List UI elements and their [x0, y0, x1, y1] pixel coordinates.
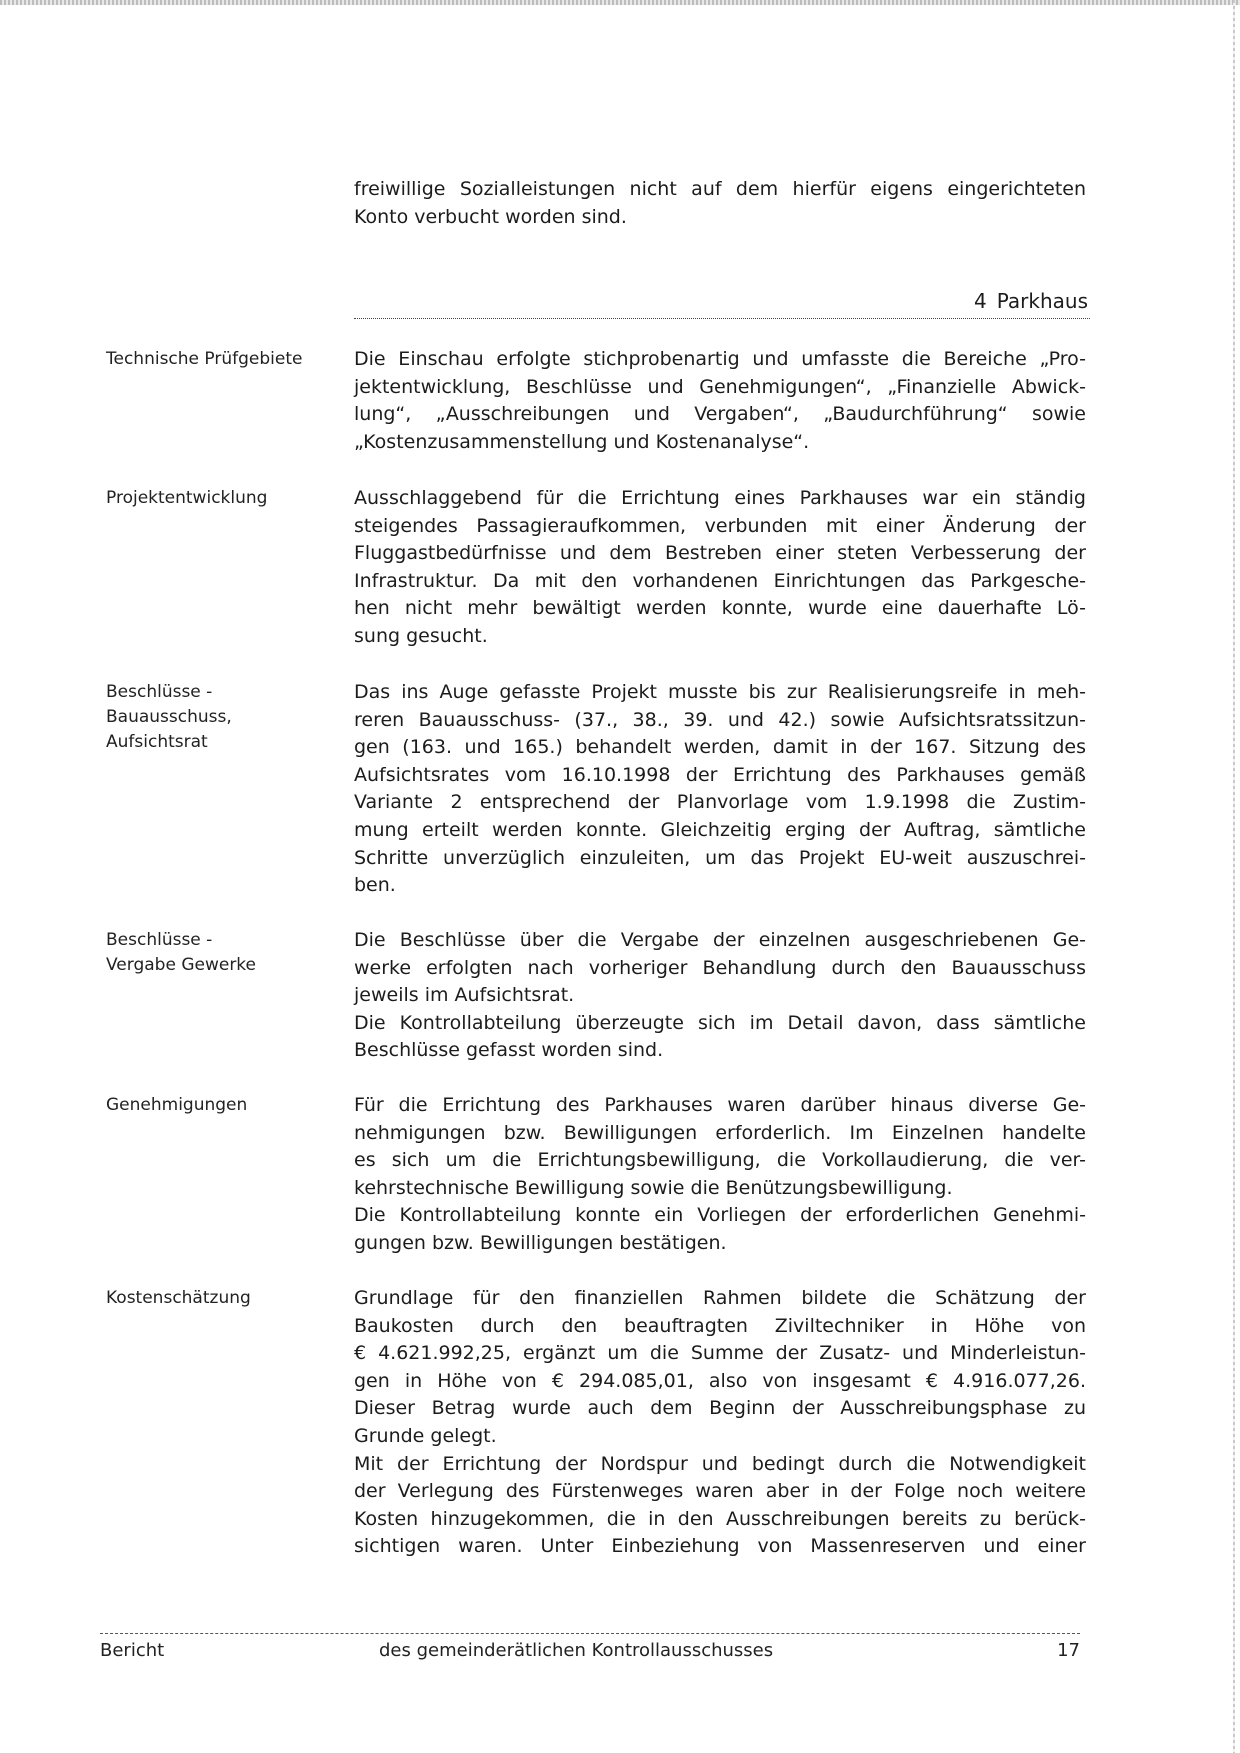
topic-beschluesse-bauausschuss	[354, 679, 1086, 900]
footer-rule	[100, 1633, 1080, 1634]
text-line: € 4.621.992,25, ergänzt um die Summe der Zusatz- und Minderleistun-	[354, 1342, 1086, 1365]
text-line: Variante 2 entsprechend der Planvorlage vom 1.9.1998 die Zustim-	[354, 791, 1086, 814]
label-line: Beschlüsse -	[106, 930, 213, 950]
text-line: hen nicht mehr bewältigt werden konnte, wurde eine dauerhafte Lö-	[354, 597, 1086, 620]
text-line: Baukosten durch den beauftragten Ziviltechniker in Höhe von	[354, 1314, 1086, 1337]
footer-left: Bericht	[100, 1640, 165, 1661]
text-line: freiwillige Sozialleistungen nicht auf dem hierfür eigens eingerichteten	[354, 178, 1086, 200]
section-number: 4	[974, 289, 987, 313]
text-line: sichtigen waren. Unter Einbeziehung von Massenreserven und einer	[354, 1535, 1086, 1558]
paragraph	[354, 679, 1086, 900]
scan-edge-top	[0, 0, 1240, 5]
text-line: es sich um die Errichtungsbewilligung, die Vorkollaudierung, die ver-	[354, 1149, 1086, 1172]
paragraph	[354, 1010, 1086, 1065]
topic-genehmigungen	[354, 1092, 1086, 1258]
text-line: Konto verbucht worden sind.	[354, 205, 627, 228]
section-heading	[354, 288, 1088, 315]
scan-edge-right	[1233, 0, 1235, 1753]
label-line: Technische Prüfgebiete	[106, 349, 303, 369]
text-line: Beschlüsse gefasst worden sind.	[354, 1039, 664, 1062]
text-line: Für die Errichtung des Parkhauses waren darüber hinaus diverse Ge-	[354, 1094, 1086, 1116]
text-line: Das ins Auge gefasste Projekt musste bis zur Realisierungsreife in meh-	[354, 681, 1086, 703]
text-line: gen in Höhe von € 294.085,01, also von insgesamt € 4.916.077,26.	[354, 1369, 1086, 1392]
text-line: Dieser Betrag wurde auch dem Beginn der Ausschreibungsphase zu	[354, 1397, 1086, 1420]
heading-rule	[354, 318, 1090, 319]
text-line: werke erfolgten nach vorheriger Behandlung durch den Bauausschuss	[354, 956, 1086, 979]
intro-paragraph	[354, 176, 1086, 231]
paragraph	[354, 485, 1086, 651]
paragraph	[354, 1092, 1086, 1202]
label-line: Bauausschuss,	[106, 707, 232, 727]
margin-label-beschluesse-vergabe	[106, 928, 336, 978]
topic-technische-pruefgebiete	[354, 346, 1086, 456]
topic-beschluesse-vergabe	[354, 927, 1086, 1065]
text-line: Die Kontrollabteilung konnte ein Vorliegen der erforderlichen Genehmi-	[354, 1204, 1086, 1227]
topic-kostenschaetzung	[354, 1285, 1086, 1561]
margin-label-beschluesse-bauausschuss	[106, 680, 336, 755]
text-line: mung erteilt werden konnte. Gleichzeitig erging der Auftrag, sämtliche	[354, 818, 1086, 841]
text-line: Die Beschlüsse über die Vergabe der einzelnen ausgeschriebenen Ge-	[354, 929, 1086, 951]
text-line: ben.	[354, 874, 396, 897]
paragraph	[354, 346, 1086, 456]
margin-label-technische-pruefgebiete	[106, 347, 336, 372]
paragraph	[354, 1285, 1086, 1451]
text-line: „Kostenzusammenstellung und Kostenanalyse“.	[354, 430, 810, 453]
section-title: Parkhaus	[996, 289, 1088, 313]
topic-projektentwicklung	[354, 485, 1086, 651]
footer-center: des gemeinderätlichen Kontrollausschusses	[379, 1640, 774, 1661]
label-line: Kostenschätzung	[106, 1288, 251, 1308]
text-line: jektentwicklung, Beschlüsse und Genehmigungen“, „Finanzielle Abwick-	[354, 375, 1086, 398]
paragraph	[354, 1451, 1086, 1561]
label-line: Projektentwicklung	[106, 488, 268, 508]
text-line: Die Kontrollabteilung überzeugte sich im Detail davon, dass sämtliche	[354, 1011, 1086, 1034]
margin-label-projektentwicklung	[106, 486, 336, 511]
paragraph	[354, 927, 1086, 1010]
label-line: Vergabe Gewerke	[106, 955, 257, 975]
text-line: gungen bzw. Bewilligungen bestätigen.	[354, 1231, 727, 1254]
text-line: gen (163. und 165.) behandelt werden, damit in der 167. Sitzung des	[354, 736, 1086, 759]
text-line: Mit der Errichtung der Nordspur und bedingt durch die Notwendigkeit	[354, 1452, 1086, 1475]
label-line: Genehmigungen	[106, 1095, 248, 1115]
text-line: der Verlegung des Fürstenweges waren aber in der Folge noch weitere	[354, 1480, 1086, 1503]
text-line: sung gesucht.	[354, 624, 488, 647]
label-line: Aufsichtsrat	[106, 732, 208, 752]
text-line: nehmigungen bzw. Bewilligungen erforderlich. Im Einzelnen handelte	[354, 1121, 1086, 1144]
paragraph	[354, 1202, 1086, 1257]
text-line: kehrstechnische Bewilligung sowie die Benützungsbewilligung.	[354, 1176, 953, 1199]
text-line: Ausschlaggebend für die Errichtung eines Parkhauses war ein ständig	[354, 487, 1086, 509]
text-line: Fluggastbedürfnisse und dem Bestreben einer steten Verbesserung der	[354, 542, 1086, 565]
text-line: Kosten hinzugekommen, die in den Ausschreibungen bereits zu berück-	[354, 1507, 1086, 1530]
text-line: Infrastruktur. Da mit den vorhandenen Einrichtungen das Parkgesche-	[354, 569, 1086, 592]
text-line: Die Einschau erfolgte stichprobenartig und umfasste die Bereiche „Pro-	[354, 348, 1086, 370]
text-line: jeweils im Aufsichtsrat.	[354, 984, 575, 1007]
text-line: reren Bauausschuss- (37., 38., 39. und 42.) sowie Aufsichtsratssitzun-	[354, 708, 1086, 731]
text-line: Aufsichtsrates vom 16.10.1998 der Errichtung des Parkhauses gemäß	[354, 763, 1086, 786]
margin-label-genehmigungen	[106, 1093, 336, 1118]
label-line: Beschlüsse -	[106, 682, 213, 702]
text-line: lung“, „Ausschreibungen und Vergaben“, „Baudurchführung“ sowie	[354, 403, 1086, 426]
text-line: steigendes Passagieraufkommen, verbunden mit einer Änderung der	[354, 514, 1086, 537]
text-line: Grunde gelegt.	[354, 1424, 497, 1447]
text-line: Grundlage für den finanziellen Rahmen bildete die Schätzung der	[354, 1287, 1086, 1309]
text-line: Schritte unverzüglich einzuleiten, um das Projekt EU-weit auszuschrei-	[354, 846, 1086, 869]
margin-label-kostenschaetzung	[106, 1286, 336, 1311]
page-number: 17	[1057, 1640, 1080, 1661]
